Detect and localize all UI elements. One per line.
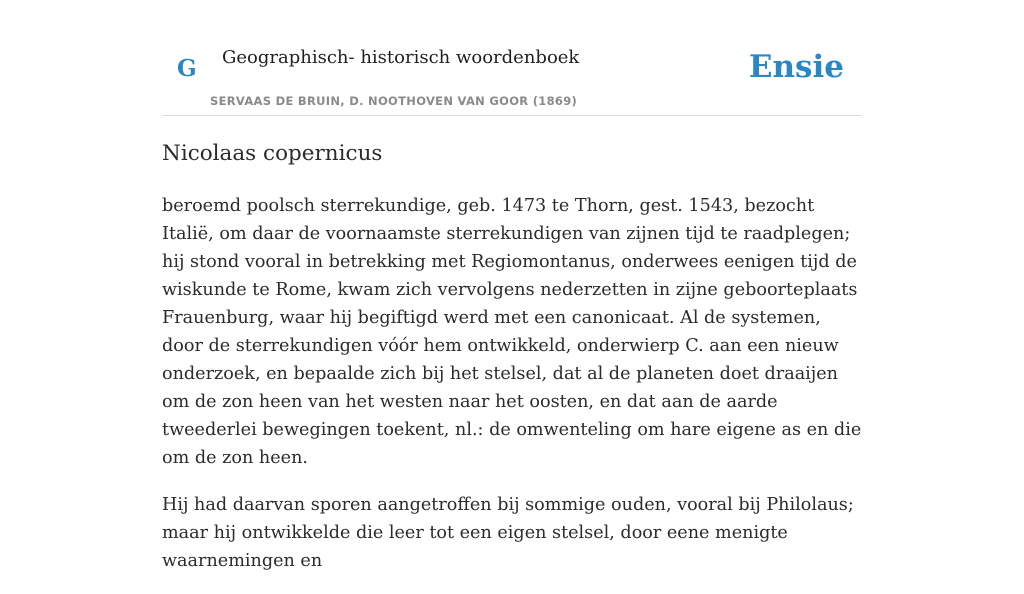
- header: [162, 0, 862, 116]
- entry-paragraph: beroemd poolsch sterrekundige, geb. 1473 te Thorn, gest. 1543, bezocht Italië, om daar de voornaamste sterrekundigen van zijnen tijd te raadplegen; hij stond vooral in betrekking met Regiomontanus, onderwees eenigen tijd de wiskunde te Rome, kwam zich vervolgens nederzetten in zijne geboorteplaats Frauenburg, waar hij begiftigd werd met een canonicaat. Al de systemen, door de sterrekundigen vóór hem ontwikkeld, onderwierp C. aan een nieuw onderzoek, en bepaalde zich bij het stelsel, dat al de planeten doet draaijen om de zon heen van het westen naar het oosten, en dat aan de aarde tweederlei bewegingen toekent, nl.: de omwenteling om hare eigene as en die om de zon heen.: [162, 196, 862, 468]
- book-title-link[interactable]: Geographisch- historisch woordenboek: [222, 47, 580, 68]
- ensie-logo[interactable]: Ensie: [748, 49, 844, 85]
- letter-g-icon[interactable]: G: [177, 55, 197, 82]
- entry-body: [162, 192, 864, 594]
- entry-paragraph: Hij had daarvan sporen aangetroffen bij sommige ouden, vooral bij Philolaus; maar hij ontwikkelde die leer tot een eigen stelsel, door eene menigte waarnemingen en: [162, 495, 854, 571]
- page: [162, 0, 862, 571]
- book-authors: SERVAAS DE BRUIN, D. NOOTHOVEN VAN GOOR (1869): [210, 94, 578, 108]
- entry-title: Nicolaas copernicus: [162, 141, 383, 166]
